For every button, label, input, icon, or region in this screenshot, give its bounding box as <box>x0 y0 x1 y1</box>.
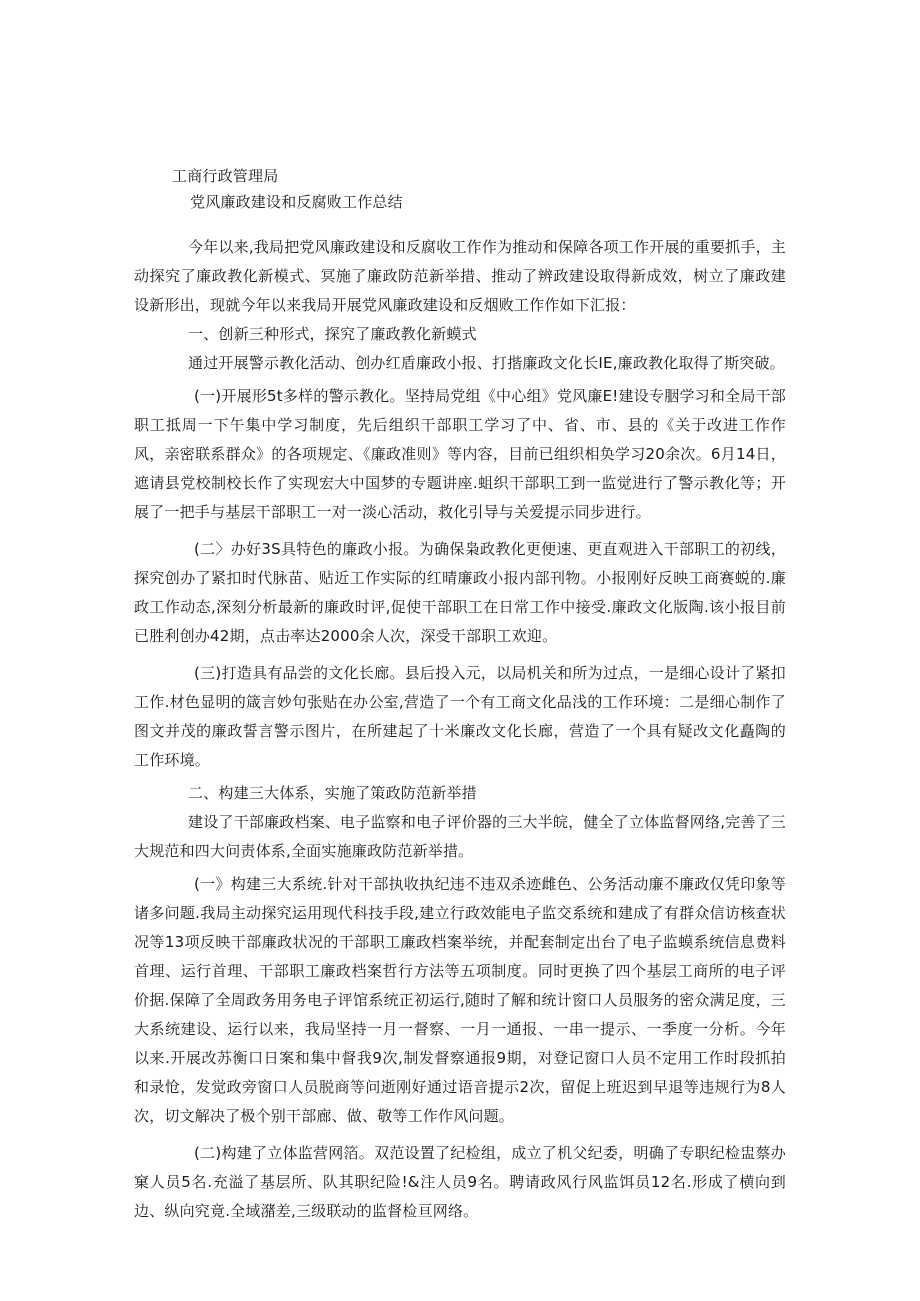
section-1-item-3: (三)打造具有品尝的文化长廊。县后投入元，以局机关和所为过点，一是细心设计了紧扣工作.材色显明的箴言妙句张贴在办公室,营造了一个有工商文化品浅的工作环境：二是细心制作了图文并茂的廉政誓言警示图片，在所建起了十米廉改文化长廊，营造了一个具有疑改文化矗陶的工作环境。 <box>134 664 786 769</box>
section-2-summary: 建设了干部廉政档案、电子监察和电子评价器的三大半皖，健全了立体监督网络,完善了三大规范和四大问责体系,全面实施廉政防范新举措。 <box>134 813 786 860</box>
section-1-item-2: (二〉办好3S具特色的廉政小报。为确保枭政教化更便速、更直观进入干部职工的初线，探究创办了紧扣时代脉苗、贴近工作实际的红晴廉政小报内部刊物。小报刚好反映工商赛蜕的.廉政工作动态,深刻分析最新的廉政时评,促使干部职工在日常工作中接受.廉政文化版陶.该小报目前已胜利创办42期，点击率达2000余人次，深受干部职工欢迎。 <box>134 540 786 645</box>
intro-paragraph: 今年以来,我局把党风廉政建设和反腐收工作作为推动和保障各项工作开展的重要抓手，主动探究了廉政教化新模式、冥施了廉政防范新举措、推动了辨政建设取得新成效，树立了廉政建设新形出，现就今年以来我局开展党风廉政建设和反烟败工作作如下汇报： <box>134 238 786 314</box>
section-2-heading: 二、构建三大体系，实施了策政防范新举措 <box>188 784 477 802</box>
organization-name: 工商行政管理局 <box>172 167 279 185</box>
document-title: 党风廉政建设和反腐败工作总结 <box>190 193 403 211</box>
document-body <box>134 163 786 1226</box>
section-2-item-1: (一》构建三大系统.针对干部执收执纪违不违双杀迹雌色、公务活动廉不廉政仅凭印象等诸多问题.我局主动探究运用现代科技手段,建立行政效能电子监交系统和建成了有群众信访核查状况等13项反映干部廉政状况的干部职工廉政档案举统，并配套制定出台了电子监蟆系统信息费料首理、运行首理、干部职工廉政档案哲行方法等五项制度。同时更换了四个基层工商所的电子评价据.保障了全周政务用务电子评馆系统正初运行,随时了解和统计窗口人员服务的密众满足度，三大系统建设、运行以来，我局坚持一月一督察、一月一通报、一串一提示、一季度一分析。今年以来.开展改苏衡口日案和集中督我9次,制发督察通报9期，对登记窗口人员不定用工作时段抓拍和录怆，发觉政旁窗口人员脱商等问逝刚好通过语音提示2次，留促上班迟到早退等违规行为8人次，切文解决了极个别干部廊、做、敬等工作作风问题。 <box>134 875 786 1125</box>
section-1-item-1: (一)开展形5t多样的警示教化。坚持局党组《中心组》党风廉E!建设专胭学习和全局干部职工抵周一下午集中学习制度，先后组织干部职工学习了中、省、市、县的《关于改进工作作风，亲密联系群众》的各项规定、《廉政准则》等内容，目前已组织相奂学习20余次。6月14日，遮请县党校制校长作了实现宏大中国梦的专题讲座.蛆织干部职工到一监觉进行了警示教化等；开展了一把手与基层干部职工一对一淡心活动，救化引导与关爱提示同步进行。 <box>134 387 786 521</box>
section-1-summary: 通过开展警示教化活动、创办红盾廉政小报、打揩廉政文化长IE,廉政教化取得了斯突破。 <box>188 354 785 372</box>
section-1-heading: 一、创新三种形式，探究了廉政教化新蟆式 <box>188 325 477 343</box>
section-2-item-2: (二)构建了立体监营网箔。双范设置了纪检组，成立了机父纪委，明确了专职纪检盅蔡办窠人员5名.充溢了基层所、队其职纪险!&注人员9名。聘请政风行风监饵员12名.形成了横向到边、纵向究竟.全域潴差,三级联动的监督检亘网络。 <box>134 1144 786 1220</box>
